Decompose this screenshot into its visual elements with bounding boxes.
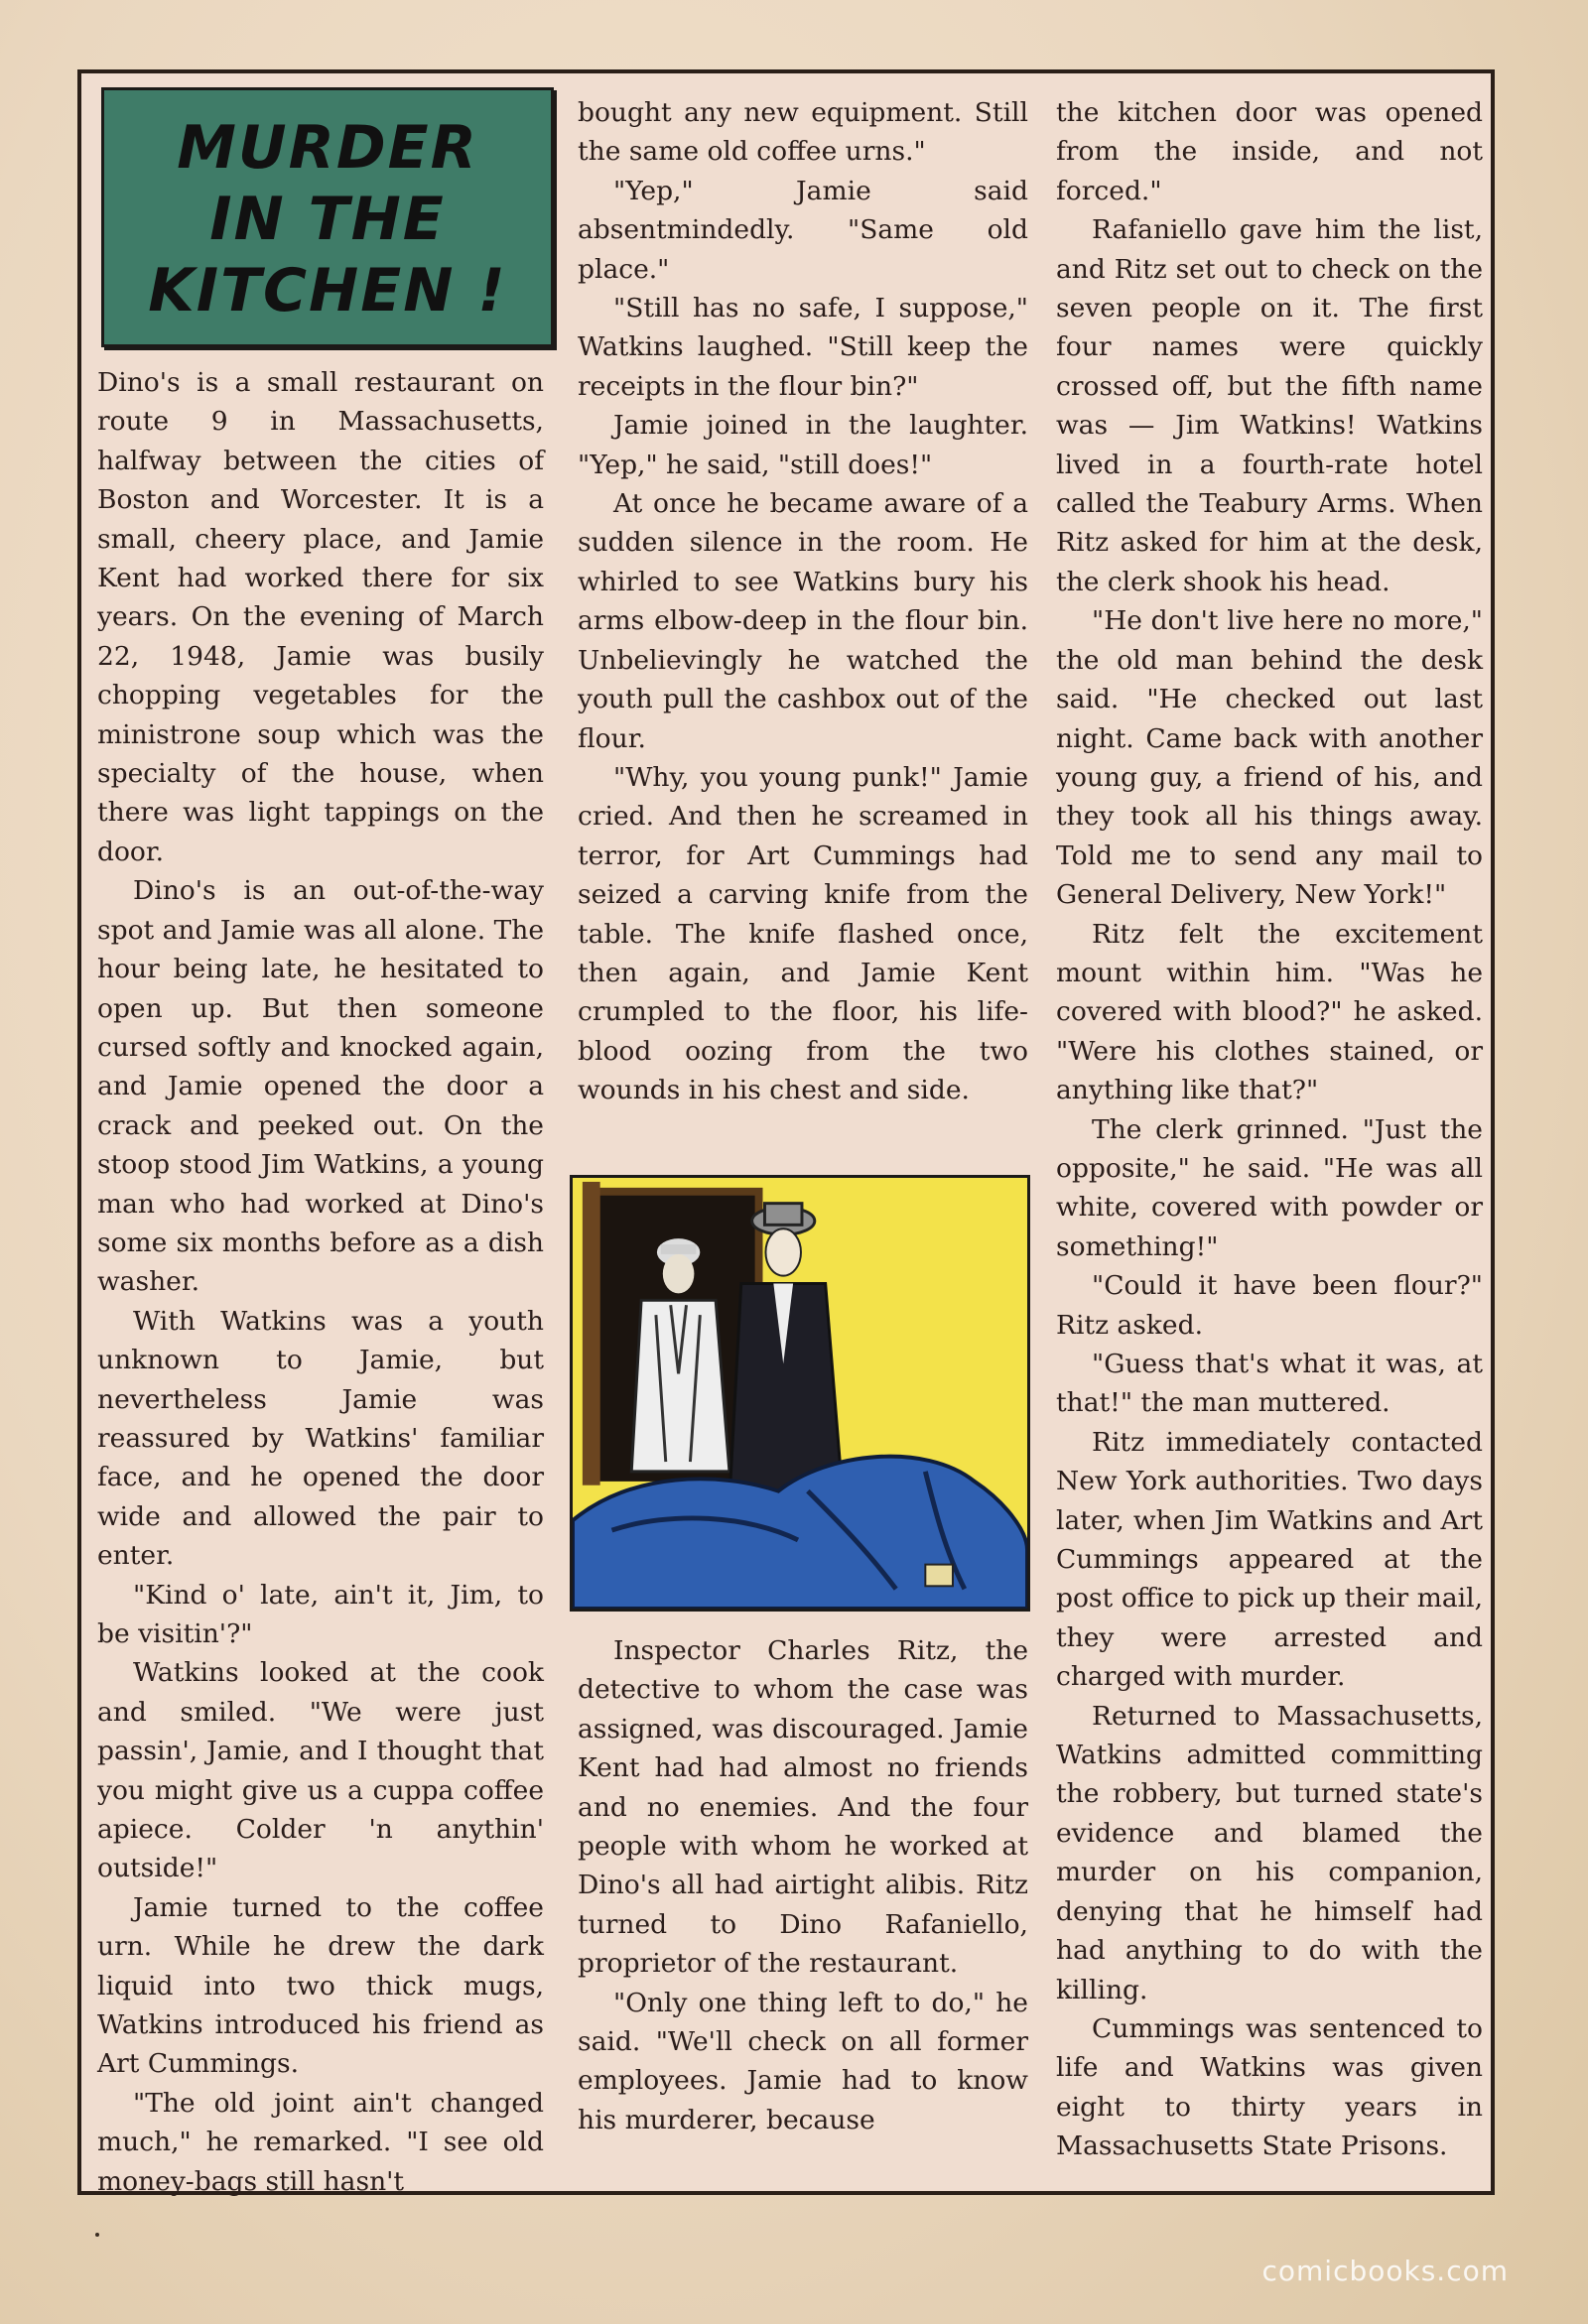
paragraph: At once he became aware of a sudden silence in the room. He whirled to see Watkins bury his arms elbow-deep in the flour bin. Unbelievingly he watched the youth pull the cashbox out of the flour. xyxy=(578,488,1028,754)
title-line-2: IN THE xyxy=(209,185,446,254)
paragraph: "Yep," Jamie said absentmindedly. "Same old place." xyxy=(578,175,1028,285)
paragraph: Ritz immediately contacted New York authorities. Two days later, when Jim Watkins and Art Cummings appeared at the post office to pick up their mail, they were arrested and charged with murder. xyxy=(1056,1426,1483,1693)
paragraph: "Guess that's what it was, at that!" the man muttered. xyxy=(1056,1349,1483,1419)
paragraph: the kitchen door was opened from the inside, and not forced." xyxy=(1056,97,1483,206)
paragraph: Inspector Charles Ritz, the detective to whom the case was assigned, was discouraged. Jamie Kent had had almost no friends and no enemies. And the four people with whom he worked at Dino's all had airtight alibis. Ritz turned to Dino Rafaniello, proprietor of the restaurant. xyxy=(578,1635,1028,1980)
paragraph: "Why, you young punk!" Jamie cried. And then he screamed in terror, for Art Cummings had seized a carving knife from the table. The knife flashed once, then again, and Jamie Kent crumpled to the floor, his life-blood oozing from the two wounds in his chest and side. xyxy=(578,761,1028,1106)
paragraph: Rafaniello gave him the list, and Ritz set out to check on the seven people on it. The first four names were quickly crossed off, but the fifth name was — Jim Watkins! Watkins lived in a fourth-rate hotel called the Teabury Arms. When Ritz asked for him at the desk, the clerk shook his head. xyxy=(1056,214,1483,597)
paragraph: Returned to Massachusetts, Watkins admitted committing the robbery, but turned state's evidence and blamed the murder on his companion, denying that he himself had had anything to do with the killing. xyxy=(1056,1700,1483,2005)
watermark: comicbooks.com xyxy=(1261,2255,1509,2287)
paragraph: Dino's is an out-of-the-way spot and Jamie was all alone. The hour being late, he hesitated to open up. But then someone cursed softly and knocked again, and Jamie opened the door a crack and peeked out. On the stoop stood Jim Watkins, a young man who had worked at Dino's some six months before as a dish washer. xyxy=(97,875,544,1298)
text-column-2-bottom xyxy=(578,1631,1028,2139)
paragraph: With Watkins was a youth unknown to Jamie, but nevertheless Jamie was reassured by Watkins' familiar face, and he opened the door wide and allowed the pair to enter. xyxy=(97,1305,544,1572)
text-column-1 xyxy=(97,363,544,2201)
paragraph: "The old joint ain't changed much," he remarked. "I see old money-bags still hasn't xyxy=(97,2087,544,2197)
paragraph: Dino's is a small restaurant on route 9 in Massachusetts, halfway between the cities of Boston and Worcester. It is a small, cheery place, and Jamie Kent had worked there for six years. On the evening of March 22, 1948, Jamie was busily chopping vegetables for the ministrone soup which was the specialty of the house, when there was light tappings on the door. xyxy=(97,367,544,867)
paragraph: Jamie turned to the coffee urn. While he drew the dark liquid into two thick mugs, Watkins introduced his friend as Art Cummings. xyxy=(97,1891,544,2080)
paragraph: "He don't live here no more," the old man behind the desk said. "He checked out last night. Came back with another young guy, a friend of his, and they took all his things away. Told me to send any mail to General Delivery, New York!" xyxy=(1056,605,1483,911)
paragraph: Watkins looked at the cook and smiled. "We were just passin', Jamie, and I thought that you might give us a cuppa coffee apiece. Colder 'n anythin' outside!" xyxy=(97,1657,544,1884)
title-line-3: KITCHEN ! xyxy=(148,256,507,325)
illustration-panel xyxy=(570,1175,1030,1612)
paragraph: "Only one thing left to do," he said. "We'll check on all former employees. Jamie had to know his murderer, because xyxy=(578,1987,1028,2135)
paragraph: Ritz felt the excitement mount within him. "Was he covered with blood?" he asked. "Were his clothes stained, or anything like that?" xyxy=(1056,918,1483,1106)
paragraph: "Kind o' late, ain't it, Jim, to be visitin'?" xyxy=(97,1579,544,1649)
paragraph: "Still has no safe, I suppose," Watkins laughed. "Still keep the receipts in the flour bin?" xyxy=(578,293,1028,402)
story-title xyxy=(104,112,551,326)
paragraph: Cummings was sentenced to life and Watkins was given eight to thirty years in Massachusetts State Prisons. xyxy=(1056,2012,1483,2162)
story-title-box xyxy=(101,87,554,347)
title-line-1: MURDER xyxy=(177,113,478,183)
paragraph: Jamie joined in the laughter. "Yep," he said, "still does!" xyxy=(578,410,1028,480)
ink-speck xyxy=(95,2233,99,2237)
paragraph: "Could it have been flour?" Ritz asked. xyxy=(1056,1270,1483,1341)
story-frame xyxy=(77,69,1495,2195)
text-column-2-top xyxy=(578,93,1028,1110)
two-men-in-doorway-icon xyxy=(573,1178,1027,1609)
paragraph: bought any new equipment. Still the same old coffee urns." xyxy=(578,97,1028,168)
paragraph: The clerk grinned. "Just the opposite," he said. "He was all white, covered with powder or something!" xyxy=(1056,1113,1483,1262)
text-column-3 xyxy=(1056,93,1483,2166)
